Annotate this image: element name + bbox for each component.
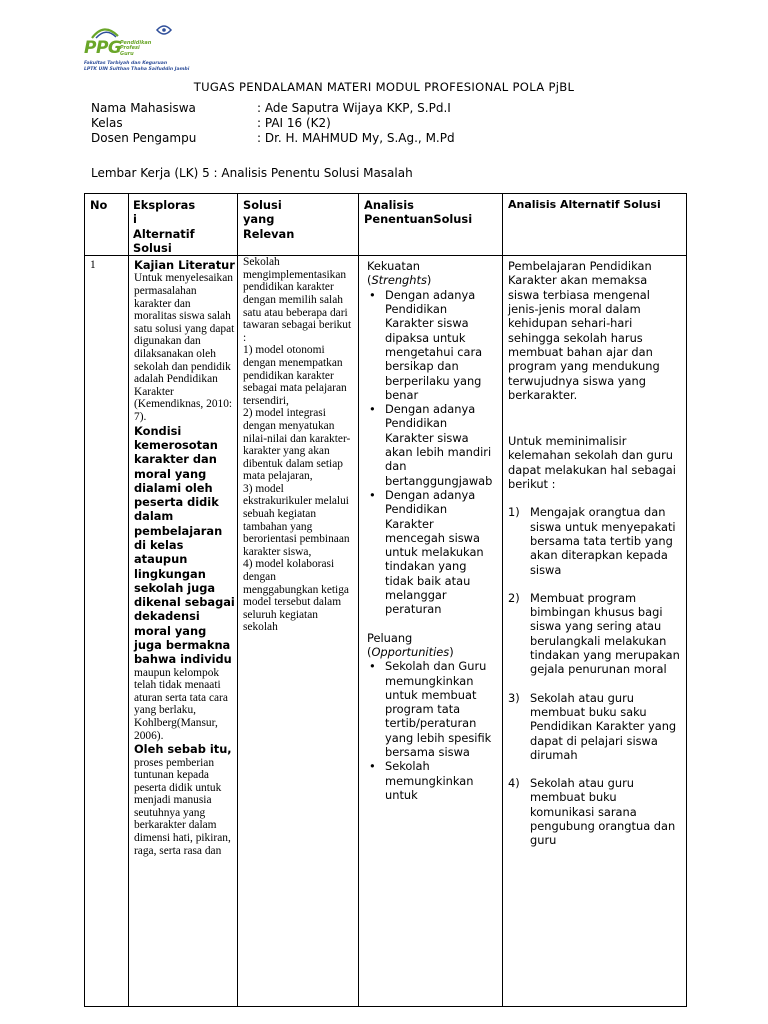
logo-side-text: Pendidikan Profesi Guru bbox=[120, 40, 152, 57]
literature-paragraph: Kondisi kemerosotan karakter dan moral yang dialami oleh peserta didik dalam pembelajaran di kelas ataupun lingkungan sekolah juga dikenal sebagai dekadensi moral yang juga bermakna bahwa individu bbox=[134, 423, 235, 667]
logo-main-text: PPG bbox=[84, 38, 122, 58]
literature-paragraph: Untuk menyelesaikan permasalahan karakter dan moralitas siswa salah satu solusi yang dapat digunakan dan dilaksanakan oleh sekolah dan pendidik adalah Pendidikan Karakter (Kemendiknas, 2010: 7). bbox=[134, 272, 235, 424]
opportunity-list bbox=[367, 659, 496, 802]
logo-subtitle: Fakultas Tarbiyah dan Keguruan LPTK UIN Sulthan Thaha Saifuddin Jambi bbox=[84, 61, 190, 72]
alternative-list bbox=[508, 505, 680, 847]
worksheet-title: Lembar Kerja (LK) 5 : Analisis Penentu Solusi Masalah bbox=[91, 166, 413, 180]
exploration-cell bbox=[129, 256, 238, 1007]
solution-item: 2) model integrasi dengan menyatukan nilai-nilai dan karakter-karakter yang akan dibentuk dalam setiap mata pelajaran, bbox=[243, 407, 351, 483]
logo-emblem-icon bbox=[156, 24, 172, 36]
ppg-logo bbox=[84, 22, 224, 74]
list-item: • Dengan adanya Pendidikan Karakter siswa akan lebih mandiri dan bertanggungjawab bbox=[367, 402, 496, 488]
opportunity-english: (Opportunities) bbox=[367, 644, 454, 659]
analysis-determination-cell bbox=[359, 256, 503, 1007]
row-number: 1 bbox=[85, 256, 129, 1007]
solution-item: 1) model otonomi dengan menempatkan pendidikan karakter sebagai mata pelajaran tersendiri, bbox=[243, 344, 347, 407]
info-label: Kelas bbox=[91, 116, 123, 130]
header-exploration: Eksploras i Alternatif Solusi bbox=[129, 194, 238, 256]
alternative-paragraph: Pembelajaran Pendidikan Karakter akan memaksa siswa terbiasa mengenal jenis-jenis moral dalam kehidupan sehari-hari sehingga sekolah harus membuat bahan ajar dan program yang mendukung terwujudnya siswa yang berkarakter. bbox=[508, 259, 660, 402]
solution-item: 4) model kolaborasi dengan menggabungkan ketiga model tersebut dalam seluruh kegiatan sekolah bbox=[243, 558, 349, 634]
analysis-table bbox=[84, 193, 687, 1007]
table-header-row bbox=[85, 194, 687, 256]
solution-intro: Sekolah mengimplementasikan pendidikan karakter dengan memilih salah satu atau beberapa dari tawaran sebagai berikut : bbox=[243, 256, 352, 344]
list-item: • Sekolah memungkinkan untuk bbox=[367, 759, 496, 802]
info-row-name bbox=[91, 101, 451, 115]
document-title: TUGAS PENDALAMAN MATERI MODUL PROFESIONAL POLA PjBL bbox=[193, 80, 575, 94]
strength-list bbox=[367, 288, 496, 617]
header-analysis-determination: Analisis PenentuanSolusi bbox=[359, 194, 503, 256]
list-item: • Sekolah dan Guru memungkinkan untuk membuat program tata tertib/peraturan yang lebih spesifik bersama siswa bbox=[367, 659, 496, 759]
strength-label: Kekuatan bbox=[367, 259, 421, 274]
list-item: 1) Mengajak orangtua dan siswa untuk menyepakati bersama tata tertib yang akan diterapkan kepada siswa bbox=[508, 505, 676, 577]
literature-paragraph: proses pemberian tuntunan kepada peserta didik untuk menjadi manusia seutuhnya yang berkarakter dalam dimensi hati, pikiran, raga, serta rasa dan bbox=[134, 756, 231, 857]
alternative-analysis-cell bbox=[503, 256, 687, 1007]
info-row-lecturer bbox=[91, 131, 455, 145]
opportunity-label: Peluang bbox=[367, 630, 413, 645]
literature-heading: Kajian Literatur bbox=[134, 258, 235, 273]
list-item: 3) Sekolah atau guru membuat buku saku Pendidikan Karakter yang dapat di pelajari siswa dirumah bbox=[508, 690, 677, 762]
header-no: No bbox=[85, 194, 129, 256]
literature-paragraph: Oleh sebab itu, bbox=[134, 742, 232, 757]
strength-english: (Strenghts) bbox=[367, 273, 432, 288]
list-item: 4) Sekolah atau guru membuat buku komunikasi sarana pengubung orangtua dan guru bbox=[508, 776, 676, 848]
header-alternative-analysis: Analisis Alternatif Solusi bbox=[503, 194, 687, 256]
table-row bbox=[85, 256, 687, 1007]
literature-paragraph: maupun kelompok telah tidak menaati aturan serta tata cara yang berlaku, Kohlberg(Mansur, 2006). bbox=[134, 666, 228, 742]
info-value: : Dr. H. MAHMUD My, S.Ag., M.Pd bbox=[257, 131, 455, 145]
header-relevant-solution: Solusi yang Relevan bbox=[238, 194, 359, 256]
info-value: : PAI 16 (K2) bbox=[257, 116, 331, 130]
info-value: : Ade Saputra Wijaya KKP, S.Pd.I bbox=[257, 101, 451, 115]
solution-item: 3) model ekstrakurikuler melalui sebuah kegiatan tambahan yang berorientasi pembinaan karakter siswa, bbox=[243, 482, 350, 558]
list-item: 2) Membuat program bimbingan khusus bagi siswa yang sering atau berulangkali melakukan tindakan yang merupakan gejala penurunan moral bbox=[508, 590, 680, 677]
list-item: • Dengan adanya Pendidikan Karakter mencegah siswa untuk melakukan tindakan yang tidak baik atau melanggar peraturan bbox=[367, 488, 496, 617]
relevant-solution-cell bbox=[238, 256, 359, 1007]
info-label: Nama Mahasiswa bbox=[91, 101, 196, 115]
info-row-class bbox=[91, 116, 331, 130]
list-item: • Dengan adanya Pendidikan Karakter siswa dipaksa untuk mengetahui cara bersikap dan berperilaku yang benar bbox=[367, 288, 496, 402]
info-label: Dosen Pengampu bbox=[91, 131, 197, 145]
alternative-paragraph: Untuk meminimalisir kelemahan sekolah dan guru dapat melakukan hal sebagai berikut : bbox=[508, 434, 676, 492]
